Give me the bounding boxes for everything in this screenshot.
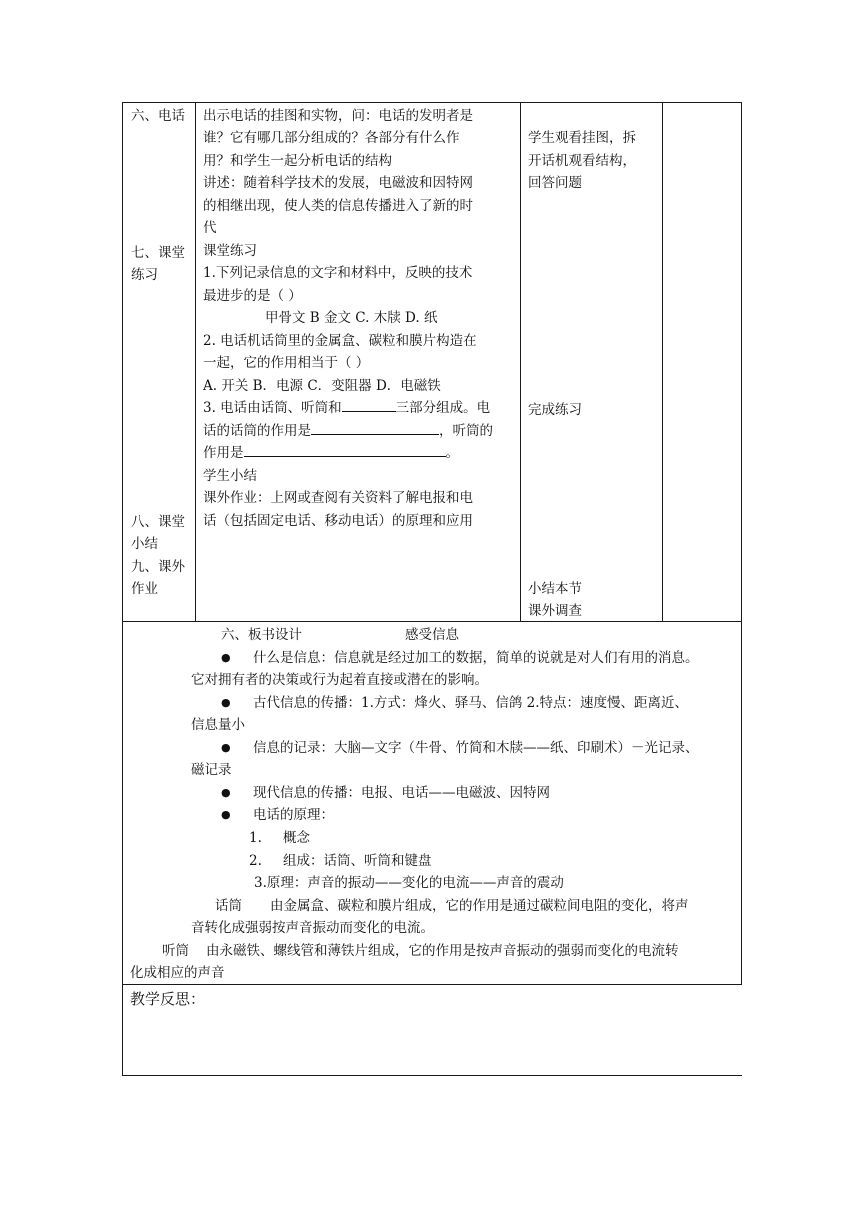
mic-description-continued: 音转化成强弱按声音振动而变化的电流。 xyxy=(191,920,434,936)
table-right-border xyxy=(741,102,742,984)
bullet-icon: ● xyxy=(221,808,231,821)
exercise-3-text: ，听筒的 xyxy=(439,423,493,439)
col-divider-3 xyxy=(662,102,663,621)
row-divider-reflection xyxy=(122,984,742,985)
bullet-icon: ● xyxy=(221,741,231,754)
mic-label: 话筒 xyxy=(215,898,242,914)
bullet-icon: ● xyxy=(221,651,231,664)
student-activity-line: 完成练习 xyxy=(528,402,582,418)
activity-line: 谁？它有哪几部分组成的？各部分有什么作 xyxy=(203,130,460,146)
board-item: 电话的原理： xyxy=(253,807,334,823)
exercise-3-text: 话的话筒的作用是 xyxy=(203,423,311,439)
section-label-homework-1: 九、课外 xyxy=(131,559,185,575)
section-label-summary-1: 八、课堂 xyxy=(131,514,185,530)
activity-line: 出示电话的挂图和实物，问：电话的发明者是 xyxy=(203,108,473,124)
exercise-options-line: A. 开关 B．电源 C．变阻器 D．电磁铁 xyxy=(203,378,441,394)
activity-line: 讲述：随着科学技术的发展，电磁波和因特网 xyxy=(203,175,473,191)
exercise-3-text: 。 xyxy=(445,445,459,461)
board-item-continued: 信息量小 xyxy=(191,717,245,733)
student-activity-line: 小结本节 xyxy=(528,581,582,597)
board-heading: 六、板书设计 xyxy=(221,627,302,643)
activity-line: 课堂练习 xyxy=(203,243,257,259)
section-label-practice-2: 练习 xyxy=(131,267,158,283)
activity-line: 用？和学生一起分析电话的结构 xyxy=(203,153,392,169)
sub-item-text: 组成：话筒、听筒和键盘 xyxy=(283,853,432,869)
col-divider-2 xyxy=(520,102,521,621)
board-item-continued: 磁记录 xyxy=(191,762,232,778)
row-divider-board xyxy=(122,621,742,622)
bullet-icon: ● xyxy=(221,786,231,799)
exercise-line: 一起，它的作用相当于（ ） xyxy=(203,355,370,371)
fill-blank xyxy=(311,420,439,435)
exercise-3-text: 三部分组成。电 xyxy=(395,400,491,416)
table-top-border xyxy=(122,102,742,103)
exercise-line: 最进步的是（ ） xyxy=(203,288,302,304)
board-item-continued: 它对拥有者的决策或行为起着直接或潜在的影响。 xyxy=(191,672,488,688)
receiver-label: 听筒 xyxy=(162,943,189,959)
bullet-icon: ● xyxy=(221,696,231,709)
summary-line: 学生小结 xyxy=(203,468,257,484)
mic-description: 由金属盒、碳粒和膜片组成，它的作用是通过碳粒间电阻的变化，将声 xyxy=(270,898,689,914)
receiver-description-continued: 化成相应的声音 xyxy=(130,965,225,981)
fill-blank xyxy=(244,442,446,457)
table-left-border xyxy=(122,102,123,1076)
sub-item-number: 2. xyxy=(249,853,262,869)
exercise-3-line-3 xyxy=(203,442,459,464)
exercise-3-text: 3. 电话由话筒、听筒和 xyxy=(203,400,342,416)
exercise-3-line-1 xyxy=(203,397,490,419)
section-label-summary-2: 小结 xyxy=(131,536,158,552)
board-title: 感受信息 xyxy=(405,627,459,643)
reflection-label: 教学反思： xyxy=(130,990,206,1008)
sub-item-text: 3.原理：声音的振动——变化的电流——声音的震动 xyxy=(254,875,564,891)
section-label-homework-2: 作业 xyxy=(131,581,158,597)
student-activity-line: 回答问题 xyxy=(528,175,582,191)
section-label-practice-1: 七、课堂 xyxy=(131,245,185,261)
student-activity-line: 开话机观看结构， xyxy=(528,153,636,169)
homework-line: 课外作业：上网或查阅有关资料了解电报和电 xyxy=(203,490,473,506)
activity-line: 代 xyxy=(203,220,217,236)
board-item: 现代信息的传播：电报、电话——电磁波、因特网 xyxy=(253,785,550,801)
table-bottom-border xyxy=(122,1075,742,1076)
exercise-line: 1.下列记录信息的文字和材料中，反映的技术 xyxy=(203,265,473,281)
sub-item-number: 1. xyxy=(249,830,262,846)
exercise-3-line-2 xyxy=(203,420,493,442)
fill-blank xyxy=(342,397,396,412)
section-label-telephone: 六、电话 xyxy=(131,108,185,124)
exercise-3-text: 作用是 xyxy=(203,445,244,461)
exercise-options-line: 甲骨文 B 金文 C. 木牍 D. 纸 xyxy=(265,310,438,326)
exercise-line: 2. 电话机话筒里的金属盒、碳粒和膜片构造在 xyxy=(203,333,477,349)
board-item: 信息的记录：大脑—文字（牛骨、竹简和木牍——纸、印刷术）－光记录、 xyxy=(253,740,699,756)
board-item: 什么是信息：信息就是经过加工的数据，简单的说就是对人们有用的消息。 xyxy=(253,650,699,666)
student-activity-line: 学生观看挂图，拆 xyxy=(528,130,636,146)
col-divider-1 xyxy=(195,102,196,621)
activity-line: 的相继出现，使人类的信息传播进入了新的时 xyxy=(203,198,473,214)
homework-line: 话（包括固定电话、移动电话）的原理和应用 xyxy=(203,513,473,529)
receiver-description: 由永磁铁、螺线管和薄铁片组成，它的作用是按声音振动的强弱而变化的电流转 xyxy=(206,943,679,959)
student-activity-line: 课外调查 xyxy=(528,603,582,619)
board-item: 古代信息的传播：1.方式：烽火、驿马、信鸽 2.特点：速度慢、距离近、 xyxy=(253,695,689,711)
sub-item-text: 概念 xyxy=(283,830,310,846)
